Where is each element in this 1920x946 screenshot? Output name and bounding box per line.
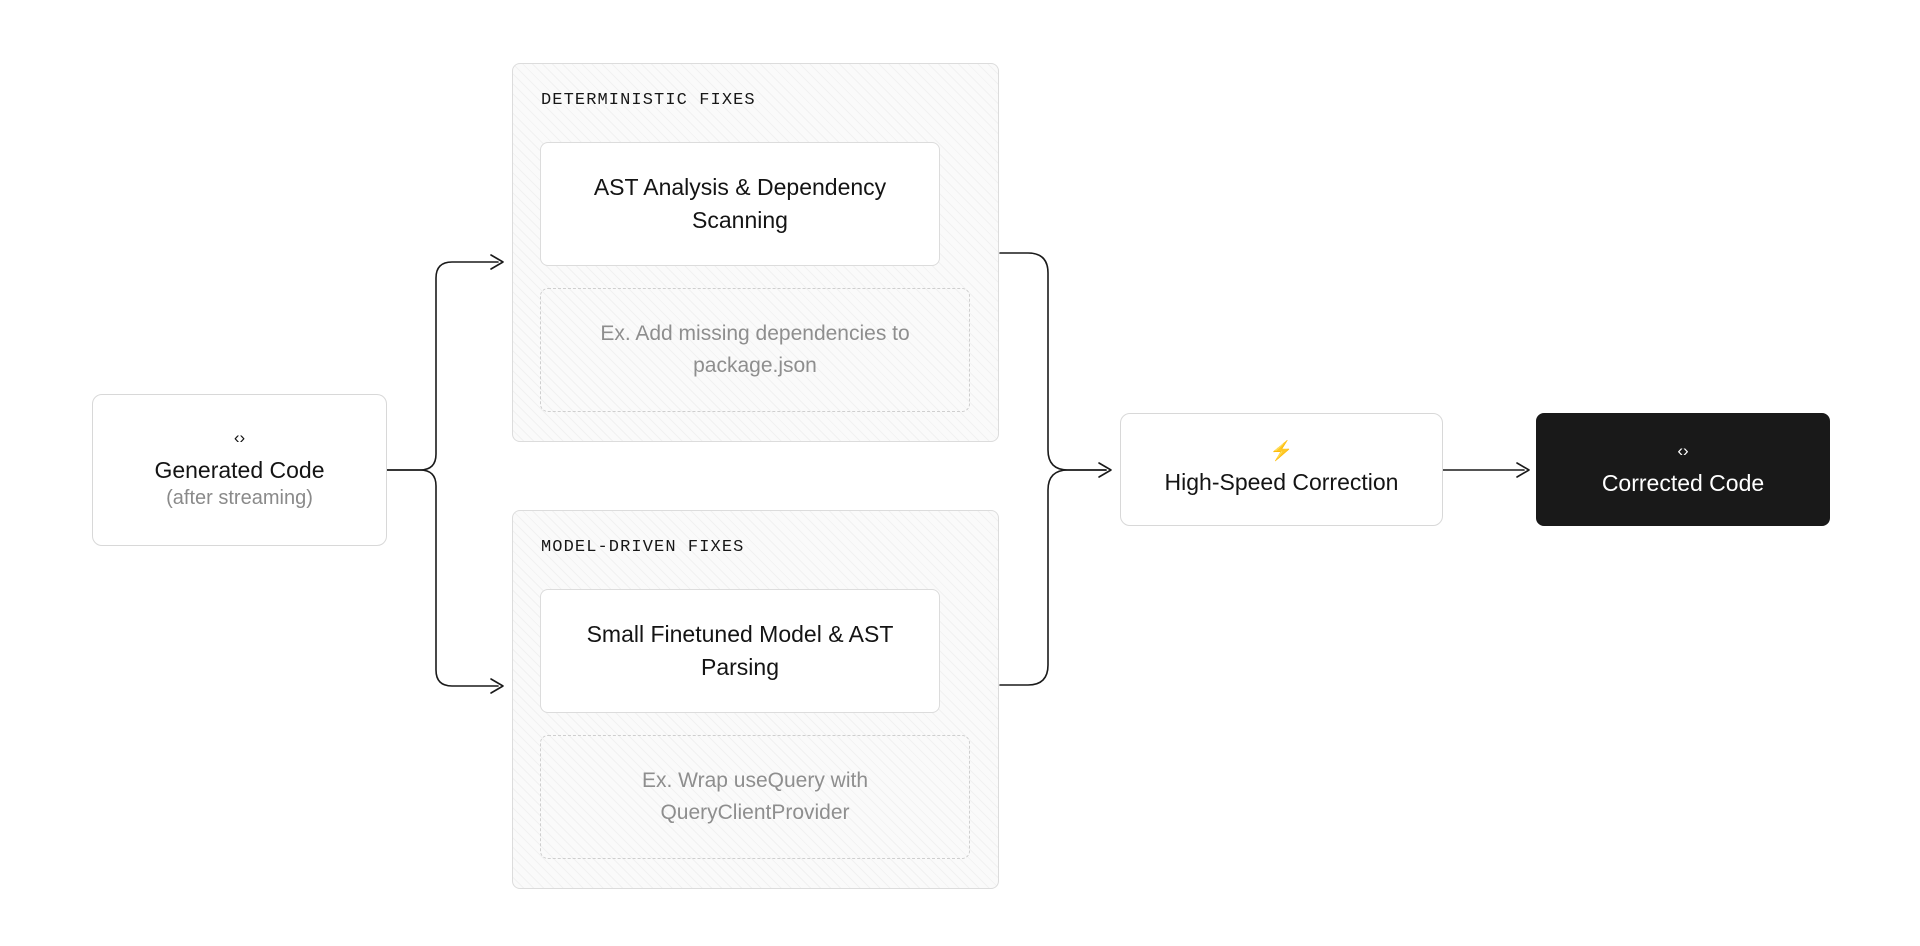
group-model-driven-fixes: [512, 510, 999, 889]
arrowhead-corrected: [1517, 463, 1529, 477]
node-corrected-code: [1536, 413, 1830, 526]
node-high-speed-correction: [1120, 413, 1443, 526]
edge-model-to-highspeed: [1000, 470, 1106, 685]
code-brackets-icon: ‹›: [1677, 440, 1689, 460]
node-generated-code: [92, 394, 387, 546]
card-model-example: Ex. Wrap useQuery with QueryClientProvider: [540, 735, 970, 859]
edge-generated-to-deterministic: [387, 262, 498, 470]
arrowhead-model: [491, 679, 503, 693]
edge-deterministic-to-highspeed: [1000, 253, 1106, 470]
arrowhead-highspeed: [1099, 463, 1111, 477]
node-generated-code-title: Generated Code: [154, 456, 325, 483]
lightning-bolt-icon: ⚡: [1269, 440, 1294, 462]
node-generated-code-subtitle: (after streaming): [166, 486, 313, 509]
group-deterministic-label: DETERMINISTIC FIXES: [541, 91, 756, 110]
group-model-label: MODEL-DRIVEN FIXES: [541, 538, 745, 557]
code-brackets-icon: ‹›: [233, 427, 246, 447]
card-finetuned-model: Small Finetuned Model & AST Parsing: [540, 589, 940, 713]
edge-generated-to-model: [387, 470, 498, 686]
group-deterministic-fixes: [512, 63, 999, 442]
arrowhead-deterministic: [491, 255, 503, 269]
card-deterministic-example: Ex. Add missing dependencies to package.json: [540, 288, 970, 412]
node-corrected-code-title: Corrected Code: [1601, 469, 1765, 496]
card-ast-analysis: AST Analysis & Dependency Scanning: [540, 142, 940, 266]
node-high-speed-title: High-Speed Correction: [1164, 468, 1399, 495]
